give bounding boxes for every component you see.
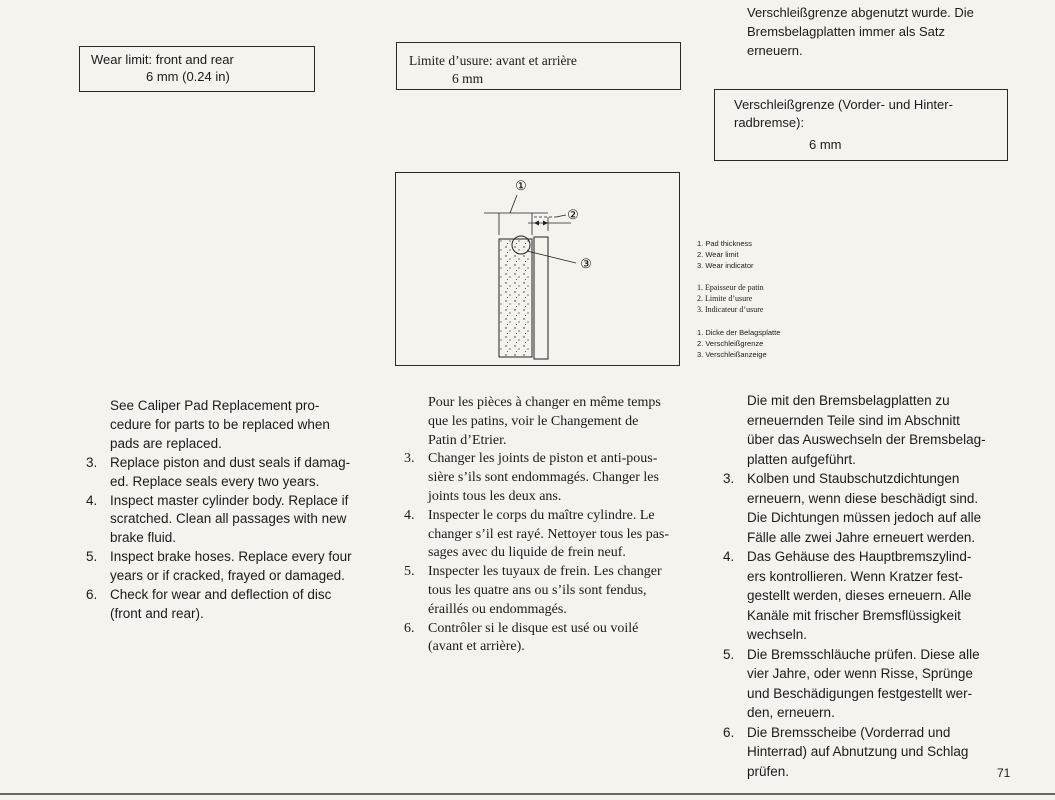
line-text: und Beschädigungen festgestellt wer-: [747, 685, 973, 701]
text-line: [723, 762, 986, 782]
text-line: [723, 723, 986, 743]
wear-limit-box-fr: [396, 42, 681, 90]
line-text: Changer les joints de piston et anti-pous-: [428, 451, 658, 467]
item-number: 6.: [86, 587, 98, 603]
line-text: Die mit den Bremsbelagplatten zu: [747, 393, 950, 408]
text-line: [723, 664, 986, 684]
item-number: 4.: [723, 549, 735, 564]
line-text: platten aufgeführt.: [747, 451, 856, 467]
english-column: [86, 397, 352, 624]
de-top-line: Bremsbelagplatten immer als Satz: [747, 24, 945, 39]
item-number: 5.: [86, 549, 98, 565]
item-number: 3.: [86, 454, 98, 470]
text-line: [723, 606, 986, 626]
line-text: Die Dichtungen müssen jedoch auf alle: [747, 510, 982, 525]
french-column: [404, 394, 669, 657]
text-line: [86, 548, 352, 567]
legend-de: [697, 327, 780, 360]
wear-limit-en-line1: Wear limit: front and rear: [91, 52, 234, 67]
line-text: Die Bremsschläuche prüfen. Diese alle: [747, 646, 980, 662]
line-text: Inspect brake hoses. Replace every four: [110, 549, 352, 565]
callout-1: ①: [515, 178, 527, 193]
text-line: [723, 586, 986, 606]
line-text: Check for wear and deflection of disc: [110, 587, 332, 603]
line-text: Das Gehäuse des Hauptbremszylind-: [747, 549, 972, 564]
line-text: Kanäle mit frischer Bremsflüssigkeit: [747, 607, 961, 623]
text-line: [723, 547, 986, 567]
text-line: [404, 450, 669, 469]
line-text: wechseln.: [747, 627, 808, 642]
text-line: [723, 528, 986, 548]
legend-item: 1. Pad thickness: [697, 239, 753, 248]
line-text: Hinterrad) auf Abnutzung und Schlag: [747, 744, 969, 759]
text-line: [86, 397, 352, 416]
text-line: [723, 625, 986, 645]
text-line: [404, 413, 669, 432]
text-line: [404, 563, 669, 582]
text-line: [723, 391, 986, 411]
line-text: erneuernden Teile sind im Abschnitt: [747, 412, 960, 428]
line-text: (avant et arrière).: [428, 639, 525, 655]
wear-limit-box-en: [79, 46, 315, 92]
line-text: cedure for parts to be replaced when: [110, 416, 330, 432]
line-text: (front and rear).: [110, 605, 204, 621]
item-number: 6.: [723, 724, 735, 740]
text-line: [723, 469, 986, 489]
de-top-text: [747, 3, 974, 60]
callout-3: ③: [580, 256, 592, 271]
line-text: scratched. Clean all passages with new: [110, 511, 347, 527]
german-column: [723, 391, 986, 781]
legend-en: [697, 238, 754, 271]
line-text: gestellt werden, dieses erneuern. Alle: [747, 588, 972, 603]
text-line: [723, 450, 986, 470]
text-line: [723, 645, 986, 665]
line-text: See Caliper Pad Replacement pro-: [110, 398, 320, 413]
legend-item: 2. Wear limit: [697, 250, 739, 259]
item-number: 5.: [723, 646, 735, 662]
line-text: Inspect master cylinder body. Replace if: [110, 492, 349, 508]
text-line: [723, 567, 986, 587]
text-line: [86, 567, 352, 586]
wear-limit-fr-line1: Limite d’usure: avant et arrière: [409, 53, 577, 68]
callout-2: ②: [567, 207, 579, 222]
text-line: [404, 394, 669, 413]
line-text: ers kontrollieren. Wenn Kratzer fest-: [747, 568, 963, 584]
legend-item: 3. Verschleißanzeige: [697, 350, 767, 359]
line-text: erneuern, wenn diese beschädigt sind.: [747, 490, 979, 506]
line-text: Inspecter le corps du maître cylindre. Le: [428, 507, 655, 523]
legend-item: 2. Verschleißgrenze: [697, 339, 764, 348]
text-line: [86, 435, 352, 454]
legend-item: 3. Wear indicator: [697, 261, 754, 270]
text-line: [723, 508, 986, 528]
line-text: sages avec du liquide de frein neuf.: [428, 545, 626, 561]
text-line: [86, 510, 352, 529]
text-line: [404, 507, 669, 526]
line-text: ed. Replace seals every two years.: [110, 473, 320, 489]
legend-fr: [697, 282, 764, 315]
text-line: [404, 469, 669, 488]
pad-diagram: [396, 173, 678, 364]
text-line: [404, 638, 669, 657]
page-number: 71: [997, 766, 1011, 780]
line-text: brake fluid.: [110, 530, 177, 546]
legend-item: 2. Limite d’usure: [697, 294, 753, 303]
line-text: Inspecter les tuyaux de frein. Les changer: [428, 564, 662, 580]
text-line: [86, 416, 352, 435]
line-text: Patin d’Etrier.: [428, 432, 507, 448]
line-text: sière s’ils sont endommagés. Changer les: [428, 470, 659, 486]
text-line: [86, 492, 352, 511]
text-line: [723, 489, 986, 509]
legend-item: 1. Epaisseur de patin: [697, 283, 764, 292]
line-text: Kolben und Staubschutzdichtungen: [747, 471, 960, 486]
text-line: [723, 411, 986, 431]
text-line: [404, 582, 669, 601]
wear-limit-en-line2: 6 mm (0.24 in): [146, 69, 230, 84]
legend-item: 1. Dicke der Belagsplatte: [697, 328, 781, 337]
de-top-line: erneuern.: [747, 43, 803, 58]
line-text: Replace piston and dust seals if damag-: [110, 454, 351, 470]
item-number: 3.: [723, 471, 735, 486]
item-number: 3.: [404, 451, 415, 467]
pad-diagram-frame: [395, 172, 680, 366]
text-line: [723, 703, 986, 723]
text-line: [404, 432, 669, 451]
bottom-edge-line: [0, 793, 1055, 795]
line-text: joints tous les deux ans.: [428, 488, 562, 504]
line-text: Pour les pièces à changer en même temps: [428, 395, 661, 410]
line-text: vier Jahre, oder wenn Risse, Sprünge: [747, 666, 973, 681]
line-text: über das Auswechseln der Bremsbelag-: [747, 432, 986, 447]
line-text: changer s’il est rayé. Nettoyer tous les pas-: [428, 526, 670, 542]
line-text: Fälle alle zwei Jahre erneuert werden.: [747, 529, 976, 545]
text-line: [404, 544, 669, 563]
text-line: [86, 454, 352, 473]
text-line: [723, 684, 986, 704]
line-text: pads are replaced.: [110, 435, 222, 451]
line-text: prüfen.: [747, 763, 790, 779]
item-number: 4.: [86, 492, 98, 508]
item-number: 6.: [404, 620, 415, 636]
text-line: [86, 605, 352, 624]
line-text: tous les quatre ans ou s’ils sont fendus,: [428, 582, 647, 598]
wear-limit-de-line2: radbremse):: [734, 115, 805, 130]
text-line: [86, 586, 352, 605]
wear-limit-de-line1: Verschleißgrenze (Vorder- und Hinter-: [734, 97, 953, 112]
text-line: [86, 473, 352, 492]
wear-limit-fr-line2: 6 mm: [452, 71, 484, 86]
line-text: éraillés ou endommagés.: [428, 601, 567, 617]
line-text: den, erneuern.: [747, 705, 835, 720]
text-line: [723, 430, 986, 450]
line-text: que les patins, voir le Changement de: [428, 413, 639, 429]
text-line: [723, 742, 986, 762]
text-line: [404, 601, 669, 620]
de-top-line: Verschleißgrenze abgenutzt wurde. Die: [747, 5, 974, 20]
item-number: 5.: [404, 564, 415, 580]
item-number: 4.: [404, 507, 415, 523]
line-text: Die Bremsscheibe (Vorderrad und: [747, 724, 951, 740]
line-text: years or if cracked, frayed or damaged.: [110, 568, 345, 584]
wear-limit-box-de: [714, 89, 1008, 161]
legend-item: 3. Indicateur d’usure: [697, 305, 764, 314]
line-text: Contrôler si le disque est usé ou voilé: [428, 620, 639, 636]
text-line: [404, 526, 669, 545]
text-line: [86, 529, 352, 548]
brake-pad: [499, 239, 532, 357]
text-line: [404, 488, 669, 507]
text-line: [404, 620, 669, 639]
wear-limit-de-line3: 6 mm: [809, 137, 842, 152]
